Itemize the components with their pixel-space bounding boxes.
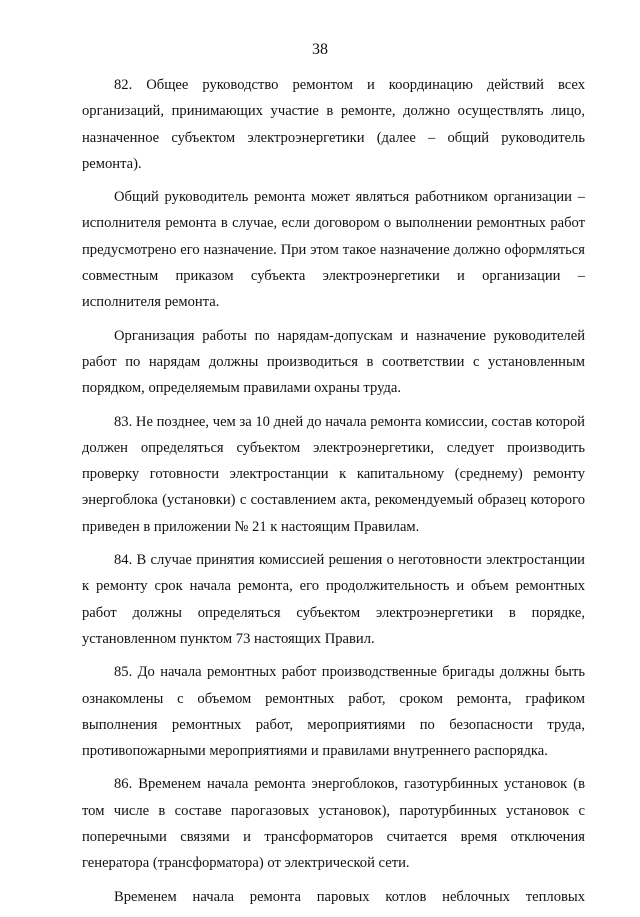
paragraph-85: 85. До начала ремонтных работ производственные бригады должны быть ознакомлены с объемом ремонтных работ, сроком ремонта, графиком выполнения ремонтных работ, мероприятиями по безопасности труда, противопожарными мероприятиями и правилами внутреннего распорядка.: [82, 664, 585, 760]
paragraph-work-permits: Организация работы по нарядам-допускам и назначение руководителей работ по нарядам должны производиться в соответствии с установленным порядком, определяемым правилами охраны труда.: [82, 327, 585, 397]
paragraph-83: 83. Не позднее, чем за 10 дней до начала ремонта комиссии, состав которой должен определяться субъектом электроэнергетики, следует производить проверку готовности электростанции к капитальному (среднему) ремонту энергоблока (установки) с составлением акта, рекомендуемый образец которого приведен в приложении № 21 к настоящим Правилам.: [82, 413, 585, 535]
paragraph-general-manager: Общий руководитель ремонта может являться работником организации – исполнителя ремонта в случае, если договором о выполнении ремонтных работ предусмотрено его назначение. При этом такое назначение должно оформляться совместным приказом субъекта электроэнергетики и организации – исполнителя ремонта.: [82, 189, 585, 311]
paragraph-84: 84. В случае принятия комиссией решения о неготовности электростанции к ремонту срок начала ремонта, его продолжительность и объем ремонтных работ должны определяться субъектом электроэнергетики в порядке, установленном пунктом 73 настоящих Правил.: [82, 552, 585, 647]
document-body: [82, 72, 585, 917]
paragraph-86: 86. Временем начала ремонта энергоблоков, газотурбинных установок (в том числе в составе парогазовых установок), паротурбинных установок с поперечными связями и трансформаторов считается время отключения генератора (трансформатора) от электрической сети.: [82, 776, 585, 872]
paragraph-82: 82. Общее руководство ремонтом и координацию действий всех организаций, принимающих участие в ремонте, должно осуществлять лицо, назначенное субъектом электроэнергетики (далее – общий руководитель ремонта).: [82, 77, 585, 172]
page-number: 38: [312, 41, 328, 58]
paragraph-boilers-start: Временем начала ремонта паровых котлов неблочных тепловых: [114, 888, 585, 905]
